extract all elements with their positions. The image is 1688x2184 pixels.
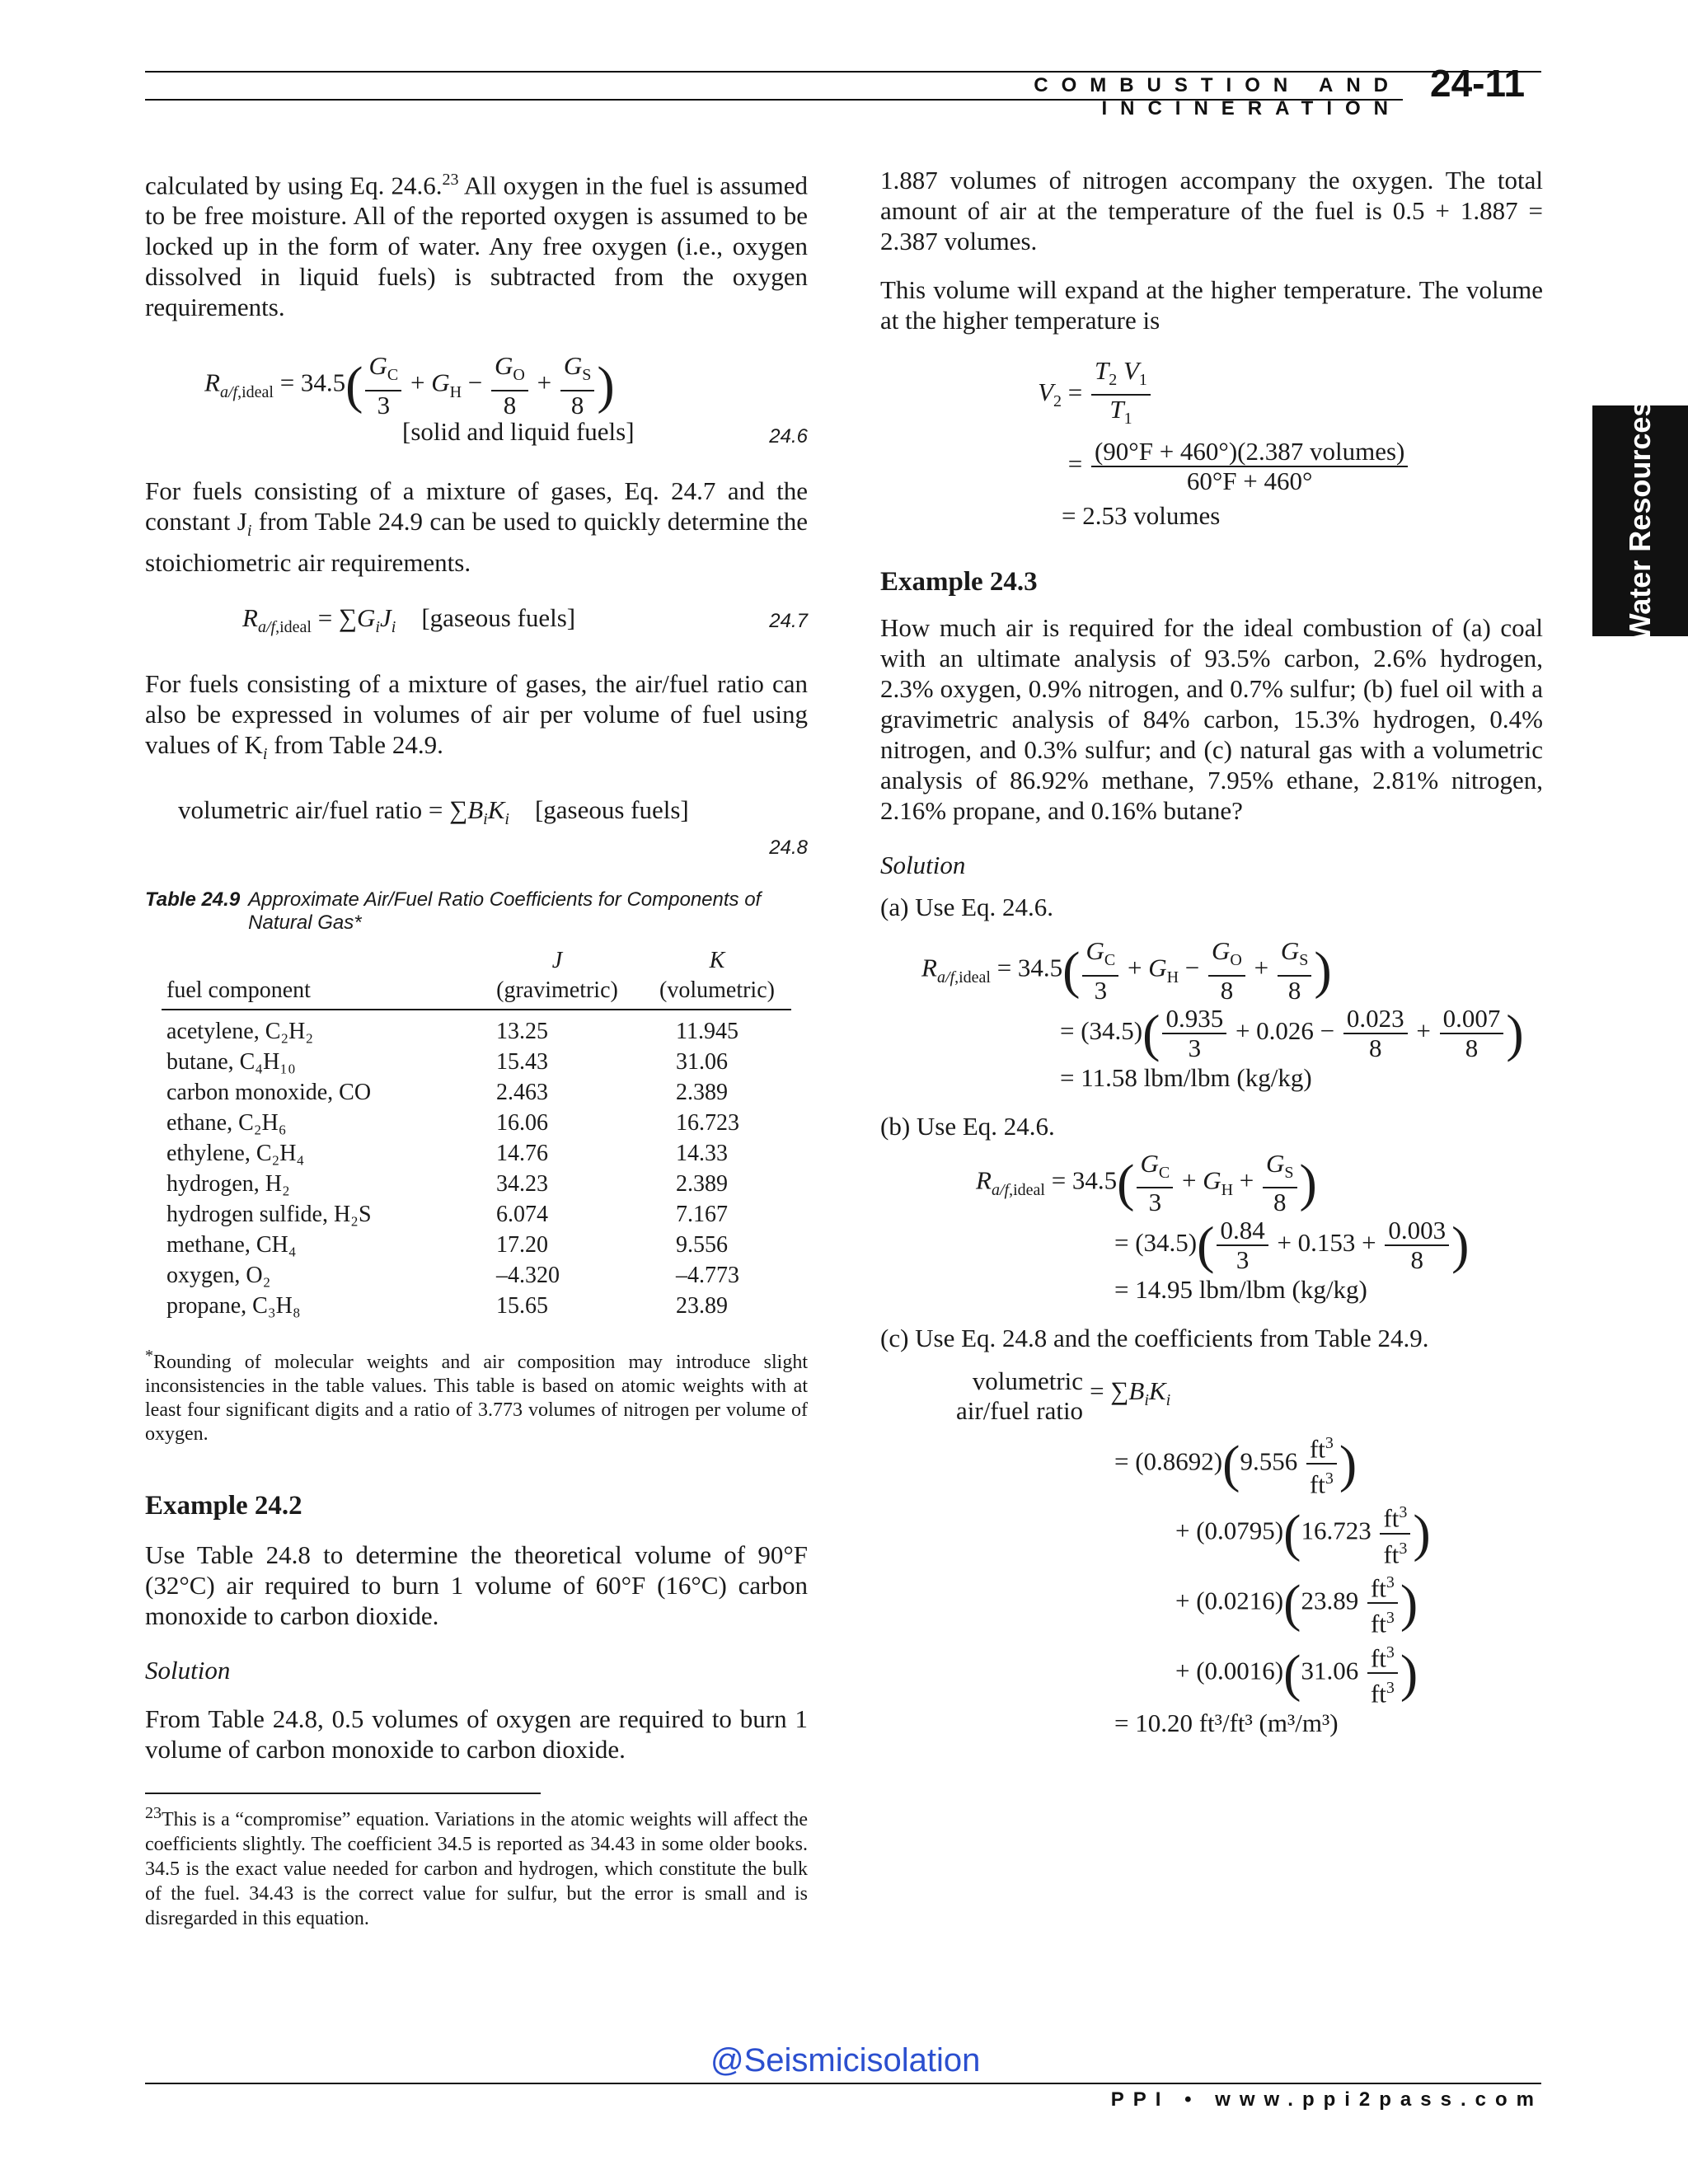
header-rule-bottom (145, 99, 1403, 101)
footer-rule (145, 2083, 1541, 2084)
solution-label: Solution (880, 851, 966, 880)
solution-text: From Table 24.8, 0.5 volumes of oxygen are required to burn 1 volume of carbon monoxide to carbon dioxide. (145, 1704, 808, 1764)
sum-term: + (0.0016)(31.06 $\frac{ft^3}{ft^3}$ ) (880, 1638, 1543, 1708)
left-column (145, 165, 808, 1931)
solution-label: Solution (145, 1655, 231, 1685)
equation-24-7: $R_{a/f,ideal} = \sum G_iJ_i$ [gaseous fuels] 24.7 (242, 602, 808, 636)
page-number: 24-11 (1430, 62, 1526, 105)
table-row: ethane, C₂H₆ 16.06 16.723 (166, 1109, 739, 1136)
eq-number: 24.6 (769, 425, 808, 448)
equation-part-b: $R_{a/f,ideal} = 34.5$( $\frac{G_C}{3}$ + $G_H$ + $\frac{G_S}{8}$ ) = (34.5)( $\frac{0.84}{3}$ + 0.153 + $\frac{0.003}{8}$ ) = 14.95 lbm/lbm (kg/kg) (880, 1150, 1543, 1305)
side-tab (1592, 400, 1688, 642)
table-row: carbon monoxide, CO 2.463 2.389 (166, 1079, 728, 1105)
step-label: (c) Use Eq. 24.8 and the coefficients from Table 24.9. (880, 1323, 1429, 1352)
table-row: methane, CH₄ 17.20 9.556 (166, 1231, 728, 1258)
section-title: COMBUSTION AND INCINERATION (1034, 74, 1401, 120)
eq-result: = 10.20 ft³/ft³ (m³/m³) (1114, 1708, 1339, 1738)
right-column (880, 165, 1543, 1738)
table-header: (volumetric) (643, 976, 791, 1010)
sum-term: + (0.0795)(16.723 $\frac{ft^3}{ft^3}$ ) (880, 1498, 1543, 1568)
header-rule-top (145, 71, 1541, 73)
watermark: @Seismicisolation (710, 2042, 981, 2079)
table-header: fuel component (162, 976, 471, 1010)
table-row: propane, C₃H₈ 15.65 23.89 (166, 1292, 728, 1319)
equation-part-c: volumetric air/fuel ratio = $\sum B_iK_i$ = (0.8692)(9.556 $\frac{ft^3}{ft^3}$ ) + (0.0795)(16.723 $\frac{ft^3}{ft^3}$ ) + (0.0216)(23.89 $\frac{ft^3}{ft^3}$ ) + (0.0016)(31.06 $\frac{ft^3}{ft^3}$ ) = 10.20 ft³/ft³ (m³/m³) (880, 1366, 1543, 1739)
footer-text: PPI • www.ppi2pass.com (1110, 2088, 1543, 2111)
sum-term: = (0.8692)(9.556 $\frac{ft^3}{ft^3}$ ) (880, 1429, 1543, 1499)
eq-result: = 14.95 lbm/lbm (kg/kg) (1114, 1274, 1367, 1304)
table-note: *Rounding of molecular weights and air composition may introduce slight inconsistencies in the table values. This table is based on atomic weights with at least four significant digits and a ratio of 3.773 volumes of nitrogen per volume of oxygen. (145, 1346, 808, 1445)
step-label: (b) Use Eq. 24.6. (880, 1111, 1055, 1141)
footnote-rule (145, 1793, 541, 1794)
eq-note: [solid and liquid fuels] (402, 417, 635, 447)
step-label: (a) Use Eq. 24.6. (880, 893, 1054, 922)
example-text: Use Table 24.8 to determine the theoretical volume of 90°F (32°C) air required to burn 1 volume of 60°F (16°C) carbon monoxide to carbon dioxide. (145, 1540, 808, 1630)
table-header: (gravimetric) (471, 976, 643, 1010)
paragraph: For fuels consisting of a mixture of gases, the air/fuel ratio can also be expressed in volumes of air per volume of fuel using values of $K_i$ from Table 24.9. (145, 668, 808, 763)
table-row: acetylene, C₂H₂ 13.25 11.945 (166, 1018, 738, 1044)
coefficients-table: J K fuel component (gravimetric) (volumetric) acetylene, C₂H₂ 13.25 11.945 butane, C₄H₁₀ 15.43 31.06 carbon monoxide, CO 2.463 2.389 ethane, C₂H₆ 16.06 16.723 ethylene, C₂H₄ 14.76 14.33 hydrogen, H₂ 34.23 2.389 hydrogen sulfide, H₂S 6.074 7.167 methane, CH₄ 17.20 9.556 oxygen, O₂ –4.320 –4.773 propane, C₃H₈ 15.65 23.89 (162, 946, 791, 1321)
paragraph: 1.887 volumes of nitrogen accompany the oxygen. The total amount of air at the temperature of the fuel is 0.5 + 1.887 = 2.387 volumes. (880, 166, 1543, 255)
eq-result: = 2.53 volumes (1062, 501, 1221, 531)
paragraph: For fuels consisting of a mixture of gases, Eq. 24.7 and the constant $J_i$ from Table 24.9 can be used to quickly determine the stoichiometric air requirements. (145, 476, 808, 577)
side-tab-label: Water Resources (1623, 400, 1657, 642)
table-caption: Table 24.9 Approximate Air/Fuel Ratio Coefficients for Components of Natural Gas* (145, 888, 762, 934)
table-row: butane, C₄H₁₀ 15.43 31.06 (166, 1048, 728, 1075)
eq-result: = 11.58 lbm/lbm (kg/kg) (1060, 1062, 1312, 1092)
table-row: oxygen, O₂ –4.320 –4.773 (166, 1262, 739, 1288)
table-row: hydrogen sulfide, H₂S 6.074 7.167 (166, 1201, 728, 1227)
equation-v2: $V_2$ = $\frac{T_2 V_1}{T_1}$ = $\frac{\text{(90°F + 460°)(2.387 volumes)}}{60^\circ F + 460^\circ}$ = 2.53 volumes (880, 357, 1543, 531)
eq-number: 24.8 (769, 836, 808, 859)
example-title: Example 24.2 (145, 1490, 302, 1521)
table-row: hydrogen, H₂ 34.23 2.389 (166, 1170, 728, 1197)
example-text: How much air is required for the ideal combustion of (a) coal with an ultimate analysis of 93.5% carbon, 2.6% hydrogen, 2.3% oxygen, 0.9% nitrogen, and 0.7% sulfur; (b) fuel oil with a gravimetric analysis of 84% carbon, 15.3% hydrogen, 0.4% nitrogen, and 0.3% sulfur; and (c) natural gas with a volumetric analysis of 86.92% methane, 7.95% ethane, 2.81% nitrogen, 2.16% propane, and 0.16% butane? (880, 613, 1543, 826)
paragraph: This volume will expand at the higher temperature. The volume at the higher temperature is (880, 275, 1543, 335)
equation-24-6: $R_{a/f,ideal} = 34.5$( $\frac{G_C}{3}$ + $G_H$ − $\frac{G_O}{8}$ + $\frac{G_S}{8}$ ) [solid and liquid fuels] 24.6 (145, 352, 808, 451)
example-title: Example 24.3 (880, 567, 1038, 598)
sum-term: + (0.0216)(23.89 $\frac{ft^3}{ft^3}$ ) (880, 1568, 1543, 1638)
footnote: $^{23}$This is a “compromise” equation. Variations in the atomic weights will affect the coefficients slightly. The coefficient 34.5 is reported as 34.43 in some older books. 34.5 is the exact value needed for carbon and hydrogen, which constitute the bulk of the fuel. 34.43 is the correct value for sulfur, but the error is small and is disregarded in this equation. (145, 1803, 808, 1929)
equation-part-a: $R_{a/f,ideal} = 34.5$( $\frac{G_C}{3}$ + $G_H$ − $\frac{G_O}{8}$ + $\frac{G_S}{8}$ ) = (34.5)( $\frac{0.935}{3}$ + 0.026 − $\frac{0.023}{8}$ + $\frac{0.007}{8}$ ) = 11.58 lbm/lbm (kg/kg) (880, 937, 1543, 1092)
table-row: ethylene, C₂H₄ 14.76 14.33 (166, 1140, 728, 1166)
eq-number: 24.7 (769, 609, 808, 632)
equation-24-8: volumetric air/fuel ratio = $\sum B_iK_i$ [gaseous fuels] 24.8 (145, 794, 808, 862)
paragraph: calculated by using Eq. 24.6.23 All oxygen in the fuel is assumed to be free moisture. All of the reported oxygen is assumed to be locked up in the form of water. Any free oxygen (i.e., oxygen dissolved in liquid fuels) is subtracted from the oxygen requirements. (145, 171, 809, 322)
